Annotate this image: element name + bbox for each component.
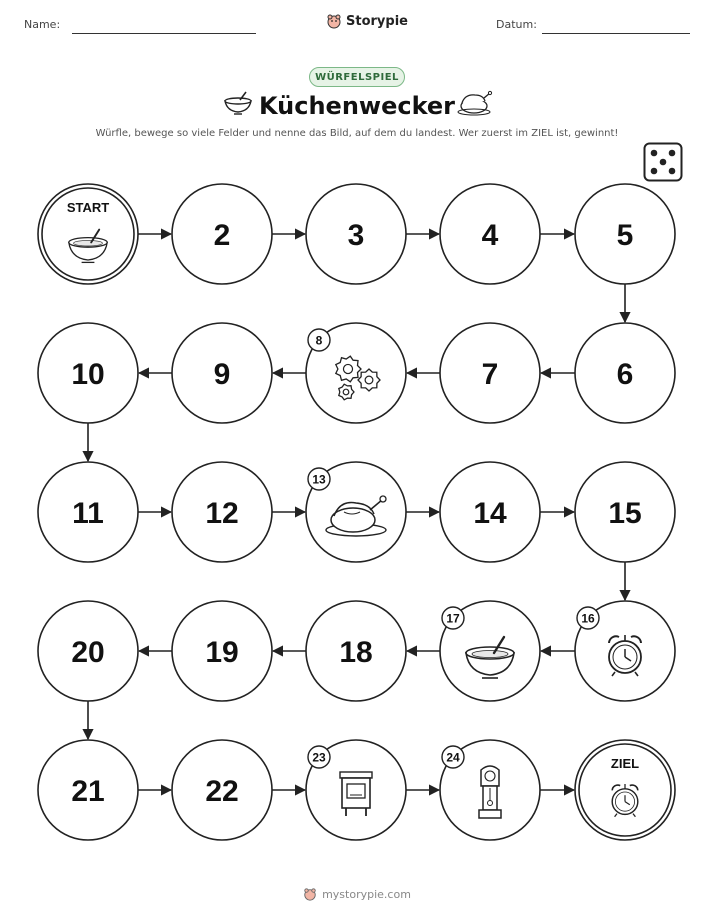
cell-number: 10 [71, 358, 105, 391]
page-title: Küchenwecker [258, 92, 456, 120]
grandfather-clock-icon [479, 766, 501, 818]
board-cell-2 [172, 184, 272, 284]
board-cell-3 [306, 184, 406, 284]
name-label: Name: [24, 18, 61, 31]
board-cell-19 [172, 601, 272, 701]
brand-name: Storypie [346, 13, 408, 29]
cell-number: 2 [213, 219, 231, 252]
board-cell-16 [575, 601, 675, 701]
cell-number-badge: 16 [581, 611, 595, 626]
board-cell-7 [440, 323, 540, 423]
cell-number: 20 [71, 636, 105, 669]
board-cell-14 [440, 462, 540, 562]
board-cell-finish [575, 740, 675, 840]
board-cell-21 [38, 740, 138, 840]
board-cell-13 [306, 462, 406, 562]
board-cell-24 [440, 740, 540, 840]
board-cell-23 [306, 740, 406, 840]
board-cell-17 [440, 601, 540, 701]
board-cell-12 [172, 462, 272, 562]
board-cell-5 [575, 184, 675, 284]
board-cell-start [38, 184, 138, 284]
cell-number-badge: 17 [446, 611, 460, 626]
cell-number-badge: 23 [312, 750, 326, 765]
cell-number: 12 [205, 497, 239, 530]
footer [0, 887, 714, 901]
cell-number: 21 [71, 775, 105, 808]
cell-number: 19 [205, 636, 239, 669]
cell-number: 3 [347, 219, 365, 252]
date-label: Datum: [496, 18, 537, 31]
storypie-mascot-icon [303, 887, 317, 901]
board-cell-11 [38, 462, 138, 562]
board-cell-9 [172, 323, 272, 423]
cell-number: 5 [616, 219, 634, 252]
cell-number: 11 [72, 497, 104, 530]
cell-number: 18 [339, 636, 373, 669]
cell-number-badge: 8 [315, 333, 323, 348]
cell-number: 4 [481, 219, 499, 252]
board-cell-4 [440, 184, 540, 284]
cell-number-badge: 24 [446, 750, 460, 765]
cell-number: 7 [481, 358, 499, 391]
cell-number-badge: 13 [312, 472, 326, 487]
board-cell-20 [38, 601, 138, 701]
instructions: Würfle, bewege so viele Felder und nenne das Bild, auf dem du landest. Wer zuerst im ZIEL ist, gewinnt! [95, 128, 619, 139]
cell-number: 14 [473, 497, 507, 530]
board-cell-8 [306, 323, 406, 423]
game-type-badge: WÜRFELSPIEL [309, 67, 405, 87]
finish-label: ZIEL [610, 756, 640, 771]
cell-number: 9 [213, 358, 231, 391]
cell-number: 22 [205, 775, 239, 808]
board-cell-22 [172, 740, 272, 840]
board-cell-18 [306, 601, 406, 701]
board-cell-6 [575, 323, 675, 423]
board-cell-10 [38, 323, 138, 423]
start-label: START [66, 200, 110, 215]
cell-number: 6 [616, 358, 634, 391]
footer-url: mystorypie.com [322, 887, 411, 901]
cell-number: 15 [608, 497, 642, 530]
board-cell-15 [575, 462, 675, 562]
